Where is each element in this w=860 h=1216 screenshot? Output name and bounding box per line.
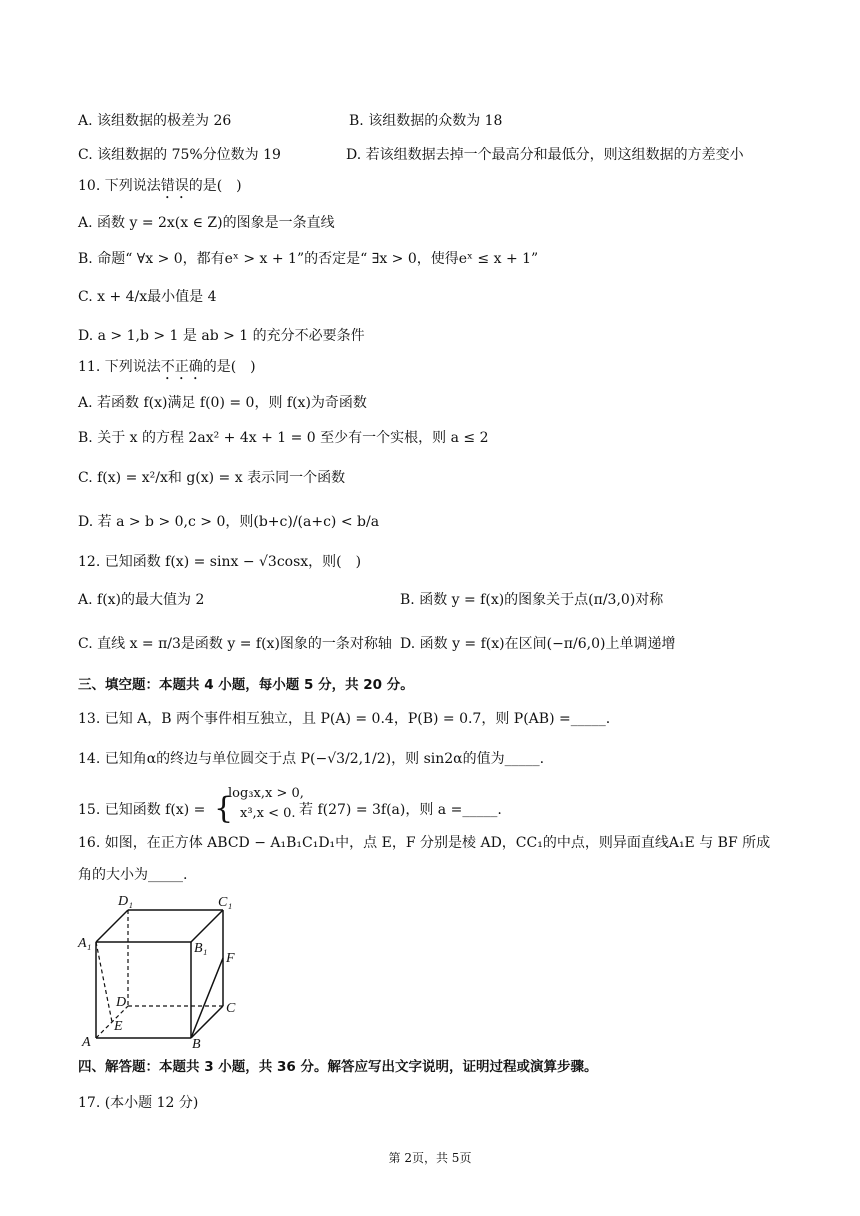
q12-option-a: A. f(x)的最大值为 2: [78, 592, 205, 608]
page-footer: 第 2页，共 5页: [388, 1151, 472, 1165]
section-3-heading: 三、填空题：本题共 4 小题，每小题 5 分，共 20 分。: [78, 677, 414, 693]
q10-option-c: C. x + 4/x最小值是 4: [78, 289, 217, 305]
q10-option-d: D. a > 1,b > 1 是 ab > 1 的充分不必要条件: [78, 328, 365, 344]
q12-stem: 12. 已知函数 f(x) = sinx − √3cosx，则( ): [78, 554, 362, 570]
label-a: A: [82, 1035, 91, 1050]
q9-option-d: D. 若该组数据去掉一个最高分和最低分，则这组数据的方差变小: [346, 147, 744, 163]
label-b1: B₁: [194, 941, 208, 956]
q15-case-2: x³,x < 0.: [240, 806, 296, 821]
q9-option-a: A. 该组数据的极差为 26: [78, 113, 232, 129]
q14: 14. 已知角α的终边与单位圆交于点 P(−√3/2,1/2)，则 sin2α的值为_____.: [78, 751, 545, 767]
q9-option-b: B. 该组数据的众数为 18: [349, 113, 503, 129]
q11-option-c: C. f(x) = x²/x和 g(x) = x 表示同一个函数: [78, 470, 346, 486]
edge-a1d1: [96, 910, 128, 942]
q12-option-c: C. 直线 x = π/3是函数 y = f(x)图象的一条对称轴: [78, 636, 392, 652]
q11-stem-prefix: 11. 下列说法: [78, 359, 161, 375]
q11-option-d: D. 若 a > b > 0,c > 0，则(b+c)/(a+c) < b/a: [78, 514, 380, 530]
segment-a1e-hidden: [96, 942, 112, 1022]
section-4-heading: 四、解答题：本题共 3 小题，共 36 分。解答应写出文字说明，证明过程或演算步骤。: [78, 1059, 598, 1075]
q10-stem-emphasis: 错误: [160, 178, 189, 194]
q10-option-b: B. 命题“ ∀x > 0，都有eˣ > x + 1”的否定是“ ∃x > 0，使得eˣ ≤ x + 1”: [78, 251, 539, 267]
q11-stem-emphasis: 不正确: [160, 359, 203, 375]
label-e: E: [114, 1019, 123, 1034]
q13: 13. 已知 A，B 两个事件相互独立，且 P(A) = 0.4，P(B) = 0.7，则 P(AB) =_____.: [78, 711, 611, 727]
edge-ad-hidden: [96, 1006, 128, 1038]
label-f: F: [226, 951, 235, 966]
q12-option-b: B. 函数 y = f(x)的图象关于点(π/3,0)对称: [400, 592, 664, 608]
cube-figure: [76, 890, 246, 1050]
label-b: B: [192, 1037, 201, 1050]
edge-bc: [191, 1006, 223, 1038]
q11-option-b: B. 关于 x 的方程 2ax² + 4x + 1 = 0 至少有一个实根，则 a ≤ 2: [78, 430, 489, 446]
q9-option-c: C. 该组数据的 75%分位数为 19: [78, 147, 281, 163]
q11-option-a: A. 若函数 f(x)满足 f(0) = 0，则 f(x)为奇函数: [78, 395, 367, 411]
q10-stem-suffix: 的是( ): [188, 178, 242, 194]
label-d: D: [116, 995, 127, 1010]
q10-stem: [78, 176, 242, 202]
q17: 17. (本小题 12 分): [78, 1095, 199, 1111]
label-c1: C₁: [218, 895, 233, 910]
label-c: C: [226, 1001, 236, 1016]
label-d1: D₁: [118, 894, 133, 909]
label-a1: A₁: [78, 936, 92, 951]
q10-option-a: A. 函数 y = 2x(x ∈ Z)的图象是一条直线: [78, 215, 335, 231]
q15-brace: {: [214, 791, 234, 826]
q12-option-d: D. 函数 y = f(x)在区间(−π/6,0)上单调递增: [400, 636, 676, 652]
q15-suffix: 若 f(27) = 3f(a)，则 a =_____.: [299, 802, 502, 818]
edge-b1c1: [191, 910, 223, 942]
q11-stem: [78, 357, 256, 383]
q10-stem-prefix: 10. 下列说法: [78, 178, 161, 194]
q11-stem-suffix: 的是( ): [202, 359, 256, 375]
q15-prefix: 15. 已知函数 f(x) =: [78, 802, 206, 818]
q15-case-1: log₃x,x > 0,: [228, 786, 304, 801]
q16-line-2: 角的大小为_____.: [78, 867, 188, 883]
segment-bf: [191, 958, 223, 1038]
q16-line-1: 16. 如图，在正方体 ABCD − A₁B₁C₁D₁中，点 E，F 分别是棱 AD，CC₁的中点，则异面直线A₁E 与 BF 所成: [78, 835, 771, 851]
